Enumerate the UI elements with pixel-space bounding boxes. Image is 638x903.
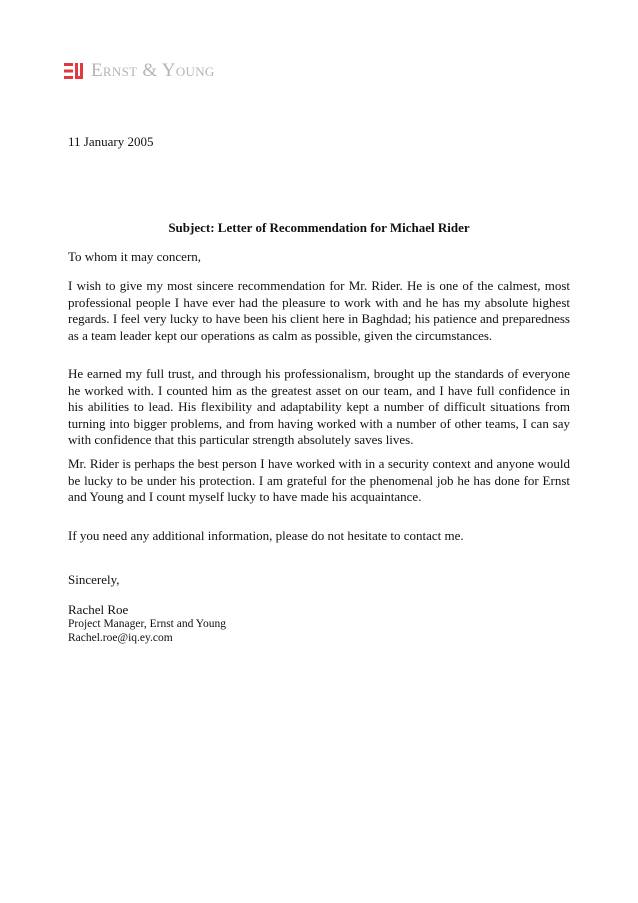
signature-name: Rachel Roe [68, 602, 129, 617]
letter-date: 11 January 2005 [68, 134, 154, 149]
company-name: Ernst & Young [91, 60, 215, 81]
signature-email: Rachel.roe@iq.ey.com [68, 632, 173, 644]
letter-subject: Subject: Letter of Recommendation for Michael Rider [168, 220, 470, 235]
body-paragraph-3: Mr. Rider is perhaps the best person I have worked with in a security context and anyone would be lucky to be under his protection. I am grateful for the phenomenal job he has done for Ernst and Young and I count myself lucky to have made his acquaintance. [68, 456, 570, 504]
salutation: To whom it may concern, [68, 249, 202, 264]
body-paragraph-2: He earned my full trust, and through his professionalism, brought up the standards of everyone he worked with. I counted him as the greatest asset on our team, and I have full confidence in his abilities to lead. His flexibility and adaptability kept a number of difficult situations from turning into bigger problems, and from having worked with a number of other teams, I can say with confidence that this particular strength absolutely saves lives. [68, 366, 570, 447]
closing: Sincerely, [68, 572, 120, 587]
ey-logo-icon [64, 61, 86, 81]
signature-title: Project Manager, Ernst and Young [68, 618, 226, 630]
contact-line: If you need any additional information, please do not hesitate to contact me. [68, 528, 464, 543]
body-paragraph-1: I wish to give my most sincere recommendation for Mr. Rider. He is one of the calmest, most professional people I have ever had the pleasure to work with and he has my absolute highest regards. I feel very lucky to have been his client here in Baghdad; his patience and preparedness as a team leader kept our operations as calm as possible, given the circumstances. [68, 278, 570, 343]
letterhead-logo [64, 58, 215, 84]
